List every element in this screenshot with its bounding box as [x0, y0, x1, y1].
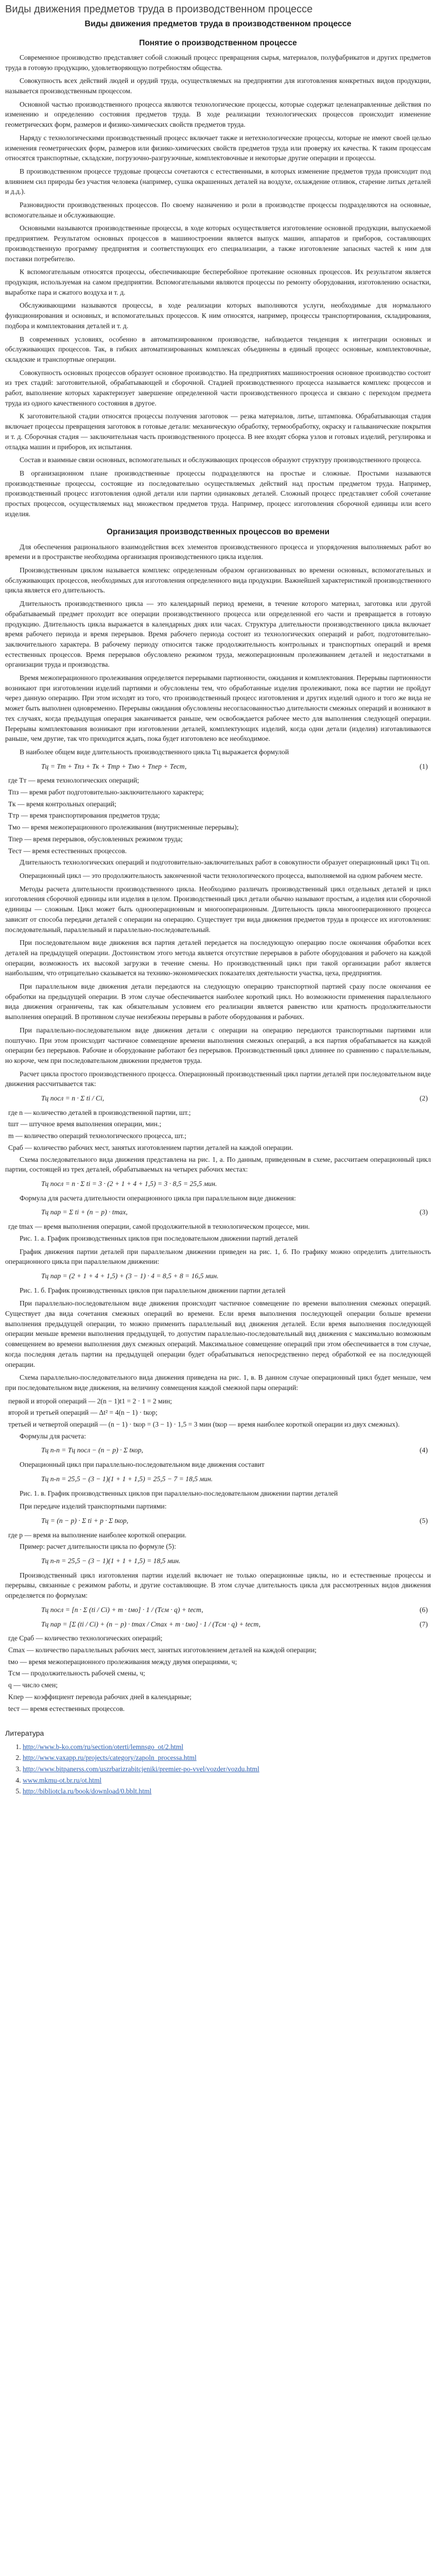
- formula: [5, 1516, 431, 1526]
- formula-number: (4): [420, 1446, 428, 1454]
- document-heading: Виды движения предметов труда в производственном процессе: [84, 20, 352, 28]
- formula-number: (6): [420, 1605, 428, 1614]
- paragraph: Операционный цикл при параллельно-последовательном виде движения составит: [20, 1461, 265, 1469]
- paragraph: При параллельно-последовательном виде движения происходит частичное совмещение по времени выполнения смежных операций. Существует два вида сочетания смежных операций во времени. Если время выполнения последующей операции больше времени выполнения предыдущей операции, то можно применить параллельный вид движения деталей. Если время выполнения последующей операции меньше времени выполнения предыдущей, то допустим параллельно-последовательный вид движения с максимально возможным совмещением во времени выполнения двух смежных операций. Максимальное совмещение операций при этом обеспечивается в том случае, когда последняя деталь партии на предыдущей операции будет обрабатываться непосредственно перед обработкой ее на последующей операции.: [5, 1299, 431, 1368]
- definition-line: tест — время естественных процессов.: [8, 1704, 125, 1713]
- definition-line: третьей и четвертой операций — (n − 1) · tкор = (3 − 1) · 1,5 = 3 мин (tкор — время наиболее короткой операции из двух смежных).: [8, 1420, 400, 1429]
- page-title: Виды движения предметов труда в производственном процессе: [5, 4, 313, 15]
- literature-heading: Литература: [5, 1729, 44, 1738]
- definition-line: Ттр — время транспортирования предметов труда;: [8, 811, 160, 820]
- literature-item: [23, 1742, 431, 1752]
- paragraph: Для обеспечения рационального взаимодействия всех элементов производственного процесса и упорядочения выполняемых работ во времени и в пространстве необходима организация производственного цикла изделия.: [5, 543, 431, 561]
- formula: [5, 1271, 431, 1281]
- formula: [5, 1619, 431, 1630]
- formula-expression: Тц п-п = 25,5 − (3 − 1)(1 + 1 + 1,5) = 25,5 − 7 = 18,5 мин.: [41, 1475, 213, 1483]
- formula-expression: Тц п-п = Тц посл − (n − p) · Σ tкор,: [41, 1446, 144, 1454]
- definition-line: где n — количество деталей в производственной партии, шт.;: [8, 1108, 191, 1116]
- paragraph: Основными называются производственные процессы, в ходе которых осуществляется изготовление основной продукции, выпускаемой предприятием. Результатом основных процессов в машиностроении является выпуск машин, аппаратов и приборов, составляющих производственную программу предприятия и соответствующих его специализации, а также изготовление запасных частей к ним для поставки потребителю.: [5, 224, 431, 263]
- definition-line: Тест — время естественных процессов.: [8, 846, 127, 855]
- paragraph: Состав и взаимные связи основных, вспомогательных и обслуживающих процессов образуют структуру производственного процесса.: [20, 456, 422, 464]
- definition-line: Cраб — количество рабочих мест, занятых изготовлением партии деталей на каждой операции.: [8, 1143, 293, 1151]
- paragraph: Наряду с технологическими производственный процесс включает также и нетехнологические процессы, которые не имеют своей целью изменения геометрических форм, размеров или физико-химических свойств предметов труда или проверку их качества. К таким процессам относятся транспортные, складские, погрузочно-разгрузочные, комплектовочные и некоторые другие операции и процессы.: [5, 133, 431, 162]
- literature-item: [23, 1753, 431, 1763]
- literature-link[interactable]: http://bibliotcla.ru/book/download/0.bblt.html: [23, 1787, 152, 1795]
- formula-expression: Тц посл = n · Σ ti = 3 · (2 + 1 + 4 + 1,5) = 3 · 8,5 = 25,5 мин.: [41, 1179, 217, 1188]
- paragraph: К вспомогательным относятся процессы, обеспечивающие бесперебойное протекание основных процессов. Их результатом является продукция, используемая на самом предприятии. Вспомогательными являются процессы по ремонту оборудования, изготовлению оснастки, выработке пара и сжатого воздуха и т. д.: [5, 268, 431, 296]
- formula: [5, 1179, 431, 1189]
- definition-line: q — число смен;: [8, 1681, 58, 1689]
- definition-line: Тк — время контрольных операций;: [8, 800, 117, 808]
- definition-line: первой и второй операций — 2(n − 1)t1 = 2 · 1 = 2 мин;: [8, 1397, 172, 1405]
- definition-line: Kпер — коэффициент перевода рабочих дней в календарные;: [8, 1692, 191, 1701]
- definition-line: Cmax — количество параллельных рабочих мест, занятых изготовлением деталей на каждой операции;: [8, 1646, 317, 1654]
- formula-expression: Тц посл = [n · Σ (ti / Ci) + m · tмо] · 1 / (Tсм · q) + tест,: [41, 1605, 203, 1614]
- paragraph: Совокупность основных процессов образует основное производство. На предприятиях машиностроения основное производство состоит из трех стадий: заготовительной, обрабатывающей и сборочной. Стадией производственного процесса называется комплекс процессов и работ, выполнение которых характеризует завершение определенной части производственного процесса и связано с переходом предмета труда из одного качественного состояния в другое.: [5, 368, 431, 407]
- paragraph: Пример: расчет длительности цикла по формуле (5):: [20, 1543, 176, 1551]
- paragraph: Схема последовательного вида движения представлена на рис. 1, а. По данным, приведенным в схеме, рассчитаем операционный цикл партии, состоящей из трех деталей, обрабатываемых на четырех рабочих местах:: [5, 1155, 431, 1174]
- formula-number: (1): [420, 762, 428, 770]
- section-heading: Понятие о производственном процессе: [139, 38, 297, 47]
- definition-line: где p — время на выполнение наиболее короткой операции.: [8, 1531, 187, 1539]
- document-body: [5, 38, 431, 1714]
- definition-line: где Cраб — количество технологических операций;: [8, 1634, 163, 1642]
- formula: [5, 1445, 431, 1455]
- paragraph: Формула для расчета длительности операционного цикла при параллельном виде движения:: [20, 1194, 296, 1202]
- paragraph: Производственный цикл изготовления партии изделий включает не только операционные циклы, но и естественные процессы и перерывы, связанные с режимом работы, и другие составляющие. В этом случае длительность цикла для рассмотренных видов движения определяется по формулам:: [5, 1571, 431, 1600]
- formula-expression: Тц п-п = 25,5 − (3 − 1)(1 + 1 + 1,5) = 18,5 мин.: [41, 1557, 181, 1565]
- formula: [5, 1093, 431, 1104]
- formula-number: (7): [420, 1620, 428, 1628]
- paragraph: График движения партии деталей при параллельном движении приведен на рис. 1, б. По графику можно определить длительность операционного цикла при параллельном движении:: [5, 1247, 431, 1266]
- definition-line: где Тт — время технологических операций;: [8, 776, 139, 785]
- definition-line: m — количество операций технологического процесса, шт.;: [8, 1132, 186, 1140]
- formula-expression: Тц посл = n · Σ ti / Ci,: [41, 1094, 104, 1103]
- paragraph: Рис. 1. б. График производственных циклов при параллельном движении партии деталей: [20, 1286, 286, 1294]
- formula-expression: Тц = (n − p) · Σ ti + p · Σ tкор,: [41, 1516, 129, 1524]
- definition-line: Тпз — время работ подготовительно-заключительного характера;: [8, 788, 204, 796]
- literature-link[interactable]: http://www.bitpanerss.com/uszrbarizrabitcjeniki/premier-po-vvel/vozder/vozdu.html: [23, 1765, 259, 1773]
- paragraph: К заготовительной стадии относятся процессы получения заготовок — резка материалов, литье, штамповка. Обрабатывающая стадия включает процессы превращения заготовок в готовые детали: механическую обработку, термообработку, окраску и гальванические покрытия и т. д. Сборочная стадия — заключительная часть производственного процесса. В нее входят сборка узлов и готовых изделий, регулировка и отладка машин и приборов, их испытания.: [5, 412, 431, 451]
- literature-list: [5, 1742, 431, 1797]
- formula-expression: Тц пар = (2 + 1 + 4 + 1,5) + (3 − 1) · 4 = 8,5 + 8 = 16,5 мин.: [41, 1272, 219, 1280]
- definition-line: tшт — штучное время выполнения операции, мин.;: [8, 1120, 162, 1128]
- formula: [5, 1207, 431, 1217]
- paragraph: Время межоперационного пролеживания определяется перерывами партионности, ожидания и комплектования. Перерывы партионности возникают при изготовлении изделий партиями и обусловлены тем, что обработанные изделия пролеживают, пока все партии не пройдут через данную операцию. При этом исходят из того, что производственный процесс изготовления и других изделий одного и того же вида не может быть выполнен одновременно. Перерывы ожидания обусловлены несогласованностью длительности смежных операций и возникают в тех случаях, когда предыдущая операция заканчивается раньше, чем освобождается рабочее место для выполнения следующей операции. Перерывы комплектования возникают при изготовлении деталей, комплектующих изделий, когда одни детали (изделия) изготавливаются раньше, чем другие, так что приходится ждать, пока будет изготовлено все необходимое.: [5, 674, 431, 743]
- paragraph: Производственным циклом называется комплекс определенным образом организованных во времени основных, вспомогательных и обслуживающих процессов, необходимых для изготовления определенного вида продукции. Важнейшей характеристикой производственного цикла является его длительность.: [5, 566, 431, 595]
- paragraph: При последовательном виде движения вся партия деталей передается на последующую операцию после окончания обработки всех деталей на предыдущей операции. Достоинством этого метода является отсутствие перерывов в работе оборудования и рабочего на каждой операции, возможность их высокой загрузки в течение смены. Но производственный цикл при такой организации работ является наибольшим, что отрицательно сказывается на технико-экономических показателях деятельности участка, цеха, предприятия.: [5, 939, 431, 977]
- section-heading: Организация производственных процессов во времени: [106, 528, 330, 537]
- paragraph: В производственном процессе трудовые процессы сочетаются с естественными, в которых изменение предметов труда происходит под влиянием сил природы без участия человека (например, сушка окрашенных деталей на воздухе, охлаждение отливок, старение литых деталей и д.д.).: [5, 167, 431, 196]
- literature-link[interactable]: http://www.b-ko.com/ru/section/oterti/lemnsgo_ot/2.html: [23, 1742, 184, 1751]
- formula: [5, 1474, 431, 1484]
- paragraph: В наиболее общем виде длительность производственного цикла Тц выражается формулой: [20, 748, 289, 756]
- paragraph: Методы расчета длительности производственного цикла. Необходимо различать производственный цикл отдельных деталей и цикл изготовления сборочной единицы или изделия в целом. Производственный цикл детали обычно называют простым, а изделия или сборочной единицы — сложным. Цикл может быть однооперационным и многооперационным. Длительность цикла многооперационного процесса зависит от способа передачи деталей с операции на операцию. Существует три вида движения предметов труда в процессе их изготовления: последовательный, параллельный и параллельно-последовательный.: [5, 885, 431, 934]
- literature-link[interactable]: www.mkmu-ot.br.ru/ot.html: [23, 1776, 102, 1784]
- literature-item: [23, 1786, 431, 1797]
- literature-link[interactable]: http://www.vaxapp.ru/projects/category/zapoln_processa.html: [23, 1754, 197, 1762]
- definition-line: Тмо — время межоперационного пролеживания (внутрисменные перерывы);: [8, 823, 239, 832]
- paragraph: При параллельно-последовательном виде движения детали с операции на операцию передаются транспортными партиями или поштучно. При этом происходит частичное совмещение времени выполнения смежных операций, а вся партия обрабатывается на каждой операции без перерывов. Рабочие и оборудование работают без перерывов. Производственный цикл длиннее по сравнению с параллельным, но короче, чем при последовательном движении предметов труда.: [5, 1026, 431, 1064]
- paragraph: Длительность технологических операций и подготовительно-заключительных работ в совокупности образует операционный цикл Тц оп.: [20, 858, 430, 867]
- paragraph: Рис. 1. в. График производственных циклов при параллельно-последовательном движении партии деталей: [20, 1489, 338, 1497]
- formula: [5, 761, 431, 772]
- paragraph: Современное производство представляет собой сложный процесс превращения сырья, материалов, полуфабрикатов и других предметов труда в готовую продукцию, удовлетворяющую потребностям общества.: [5, 53, 431, 72]
- paragraph: Совокупность всех действий людей и орудий труда, осуществляемых на предприятии для изготовления конкретных видов продукции, называется производственным процессом.: [5, 77, 431, 95]
- paragraph: Схема параллельно-последовательного вида движения приведена на рис. 1, в. В данном случае операционный цикл будет меньше, чем при последовательном виде движения, на величину совмещения каждой смежной пары операций:: [5, 1374, 431, 1392]
- definition-line: где tmax — время выполнения операции, самой продолжительной в технологическом процессе, мин.: [8, 1223, 310, 1231]
- paragraph: Рис. 1. а. График производственных циклов при последовательном движении партий деталей: [20, 1234, 298, 1242]
- paragraph: Обслуживающими называются процессы, в ходе реализации которых выполняются услуги, необходимые для нормального функционирования и основных, и вспомогательных процессов. К ним относятся, например, процессы транспортирования, складирования, подбора и комплектования деталей и т. д.: [5, 301, 431, 330]
- definition-line: tмо — время межоперационного пролеживания между двумя операциями, ч;: [8, 1657, 237, 1666]
- formula-number: (3): [420, 1208, 428, 1216]
- formula-number: (5): [420, 1516, 428, 1524]
- literature-item: [23, 1764, 431, 1774]
- paragraph: При передаче изделий транспортными партиями:: [20, 1502, 167, 1511]
- paragraph: В современных условиях, особенно в автоматизированном производстве, наблюдается тенденция к интеграции основных и обслуживающих процессов. Так, в гибких автоматизированных комплексах объединены в единый процесс основные, комплектовочные, складские и транспортные операции.: [5, 335, 431, 363]
- formula: [5, 1605, 431, 1615]
- paragraph: При параллельном виде движения детали передаются на следующую операцию транспортной партией сразу после окончания ее обработки на предыдущей операции. В этом случае обеспечивается наиболее короткий цикл. Но возможности применения параллельного вида движения ограничены, так как обязательным условием его реализации является равенство или кратность продолжительности выполнения операций. В противном случае неизбежны перерывы в работе оборудования и рабочих.: [5, 982, 431, 1021]
- paragraph: Разновидности производственных процессов. По своему назначению и роли в производстве процессы подразделяются на основные, вспомогательные и обслуживающие.: [5, 201, 431, 219]
- literature-item: [23, 1775, 431, 1786]
- formula-expression: Тц = Тт + Тпз + Тк + Ттр + Тмо + Тпер + Тест,: [41, 762, 187, 770]
- definition-line: второй и третьей операций — Δt² = 4(n − 1) · tкор;: [8, 1409, 158, 1417]
- paragraph: В организационном плане производственные процессы подразделяются на простые и сложные. Простыми называются производственные процессы, состоящие из последовательно осуществляемых действий над простым предметом труда. Например, производственный процесс изготовления одной детали или партии одинаковых деталей. Сложный процесс представляет собой сочетание простых процессов, осуществляемых над множеством предметов труда. Например, процесс изготовления сборочной единицы или всего изделия.: [5, 469, 431, 518]
- formula-expression: Тц пар = [Σ (ti / Ci) + (n − p) · tmax / Cmax + m · tмо] · 1 / (Tсм · q) + tест,: [41, 1620, 260, 1628]
- paragraph: Основной частью производственного процесса являются технологические процессы, которые содержат целенаправленные действия по изменению и определению состояния предметов труда. В ходе реализации технологических процессов происходит изменение геометрических форм, размеров и физико-химических свойств предметов труда.: [5, 100, 431, 129]
- paragraph: Расчет цикла простого производственного процесса. Операционный производственный цикл партии деталей при последовательном виде движения рассчитывается так:: [5, 1070, 431, 1088]
- paragraph: Длительность производственного цикла — это календарный период времени, в течение которого материал, заготовка или другой обрабатываемый предмет проходит все операции производственного процесса или определенной его части и превращается в готовую продукцию. Длительность цикла выражается в календарных днях или часах. Структура длительности производственного цикла включает время рабочего периода и время перерывов. Время рабочего периода состоит из технологических операций и работ, подготовительно-заключительного характера. В рабочему периоду относится также продолжительность контрольных и транспортных операций и время естественных процессов. Время перерывов обусловлено режимом труда, межоперационным пролеживанием деталей и недостатками в организации труда и производства.: [5, 600, 431, 669]
- paragraph: Формулы для расчета:: [20, 1432, 86, 1440]
- definition-line: Tсм — продолжительность рабочей смены, ч;: [8, 1669, 145, 1677]
- formula-number: (2): [420, 1094, 428, 1103]
- definition-line: Тпер — время перерывов, обусловленных режимом труда;: [8, 835, 183, 843]
- formula-expression: Тц пар = Σ ti + (n − p) · tmax,: [41, 1208, 128, 1216]
- formula: [5, 1556, 431, 1566]
- paragraph: Операционный цикл — это продолжительность законченной части технологического процесса, выполняемой на одном рабочем месте.: [20, 872, 423, 879]
